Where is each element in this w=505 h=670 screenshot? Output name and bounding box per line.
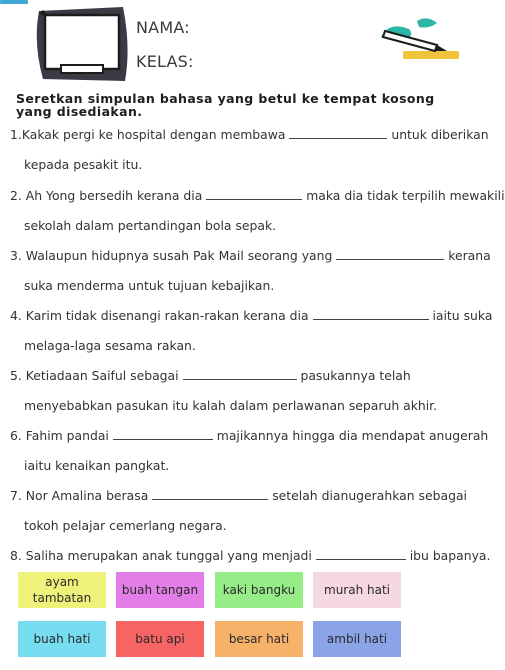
question-text: ibu bapanya. [405,548,491,563]
nama-label: NAMA: [136,18,190,37]
answer-blank-3[interactable] [336,249,444,260]
question-3 [10,248,491,263]
question-6 [10,428,489,443]
answer-blank-4[interactable] [313,309,429,320]
question-8 [10,548,491,563]
question-text: Saliha merupakan anak tunggal yang menjadi [25,548,316,563]
question-text: setelah dianugerahkan sebagai [268,488,467,503]
question-text: untuk diberikan [387,127,489,142]
whiteboard-icon [29,3,133,85]
question-text: Kakak pergi ke hospital dengan membawa [21,127,290,142]
kelas-label: KELAS: [136,52,194,71]
question-text: Walaupun hidupnya susah Pak Mail seorang yang [25,248,337,263]
question-text: Fahim pandai [25,428,113,443]
answer-blank-7[interactable] [152,489,268,500]
question-text: majikannya hingga dia mendapat anugerah [212,428,489,443]
question-1-continuation: kepada pesakit itu. [24,157,143,172]
question-text: Karim tidak disenangi rakan-rakan kerana dia [25,308,313,323]
question-number: 6. [10,428,22,443]
question-number: 5. [10,368,22,383]
question-text: maka dia tidak terpilih mewakili [302,188,505,203]
question-number: 8. [10,548,22,563]
answer-chip-buah-tangan[interactable]: buah tangan [116,572,204,608]
question-3-continuation: suka menderma untuk tujuan kebajikan. [24,278,275,293]
instruction-text: Seretkan simpulan bahasa yang betul ke tempat kosong yang disediakan. [16,91,435,119]
question-5 [10,368,468,383]
answer-chip-ayam-tambatan[interactable]: ayam tambatan [18,572,106,608]
answer-blank-5[interactable] [183,369,297,380]
answer-blank-6[interactable] [113,429,213,440]
answer-chip-murah-hati[interactable]: murah hati [313,572,401,608]
question-text: kerana [444,248,491,263]
answer-chip-besar-hati[interactable]: besar hati [215,621,303,657]
question-1 [10,127,489,142]
question-number: 4. [10,308,22,323]
question-number: 3. [10,248,22,263]
answer-blank-2[interactable] [206,189,302,200]
question-4 [10,308,493,323]
answer-chip-ambil-hati[interactable]: ambil hati [313,621,401,657]
question-number: 2. [10,188,22,203]
question-7-continuation: tokoh pelajar cemerlang negara. [24,518,227,533]
question-number: 7. [10,488,22,503]
answer-chip-kaki-bangku[interactable]: kaki bangku [215,572,303,608]
answer-blank-8[interactable] [316,549,406,560]
question-6-continuation: iaitu kenaikan pangkat. [24,458,170,473]
question-text: iaitu suka [428,308,493,323]
pencil-icon [375,15,463,61]
question-2 [10,188,505,203]
question-5-continuation: menyebabkan pasukan itu kalah dalam perlawanan separuh akhir. [24,398,438,413]
question-number: 1. [10,127,22,142]
answer-blank-1[interactable] [289,128,387,139]
question-2-continuation: sekolah dalam pertandingan bola sepak. [24,218,277,233]
answer-chip-buah-hati[interactable]: buah hati [18,621,106,657]
question-7 [10,488,468,503]
question-text: Ah Yong bersedih kerana dia [25,188,207,203]
question-text: Ketiadaan Saiful sebagai [25,368,183,383]
question-text: Nor Amalina berasa [25,488,153,503]
site-logo [0,0,28,4]
question-4-continuation: melaga-laga sesama rakan. [24,338,196,353]
answer-chip-batu-api[interactable]: batu api [116,621,204,657]
question-text: pasukannya telah [296,368,411,383]
